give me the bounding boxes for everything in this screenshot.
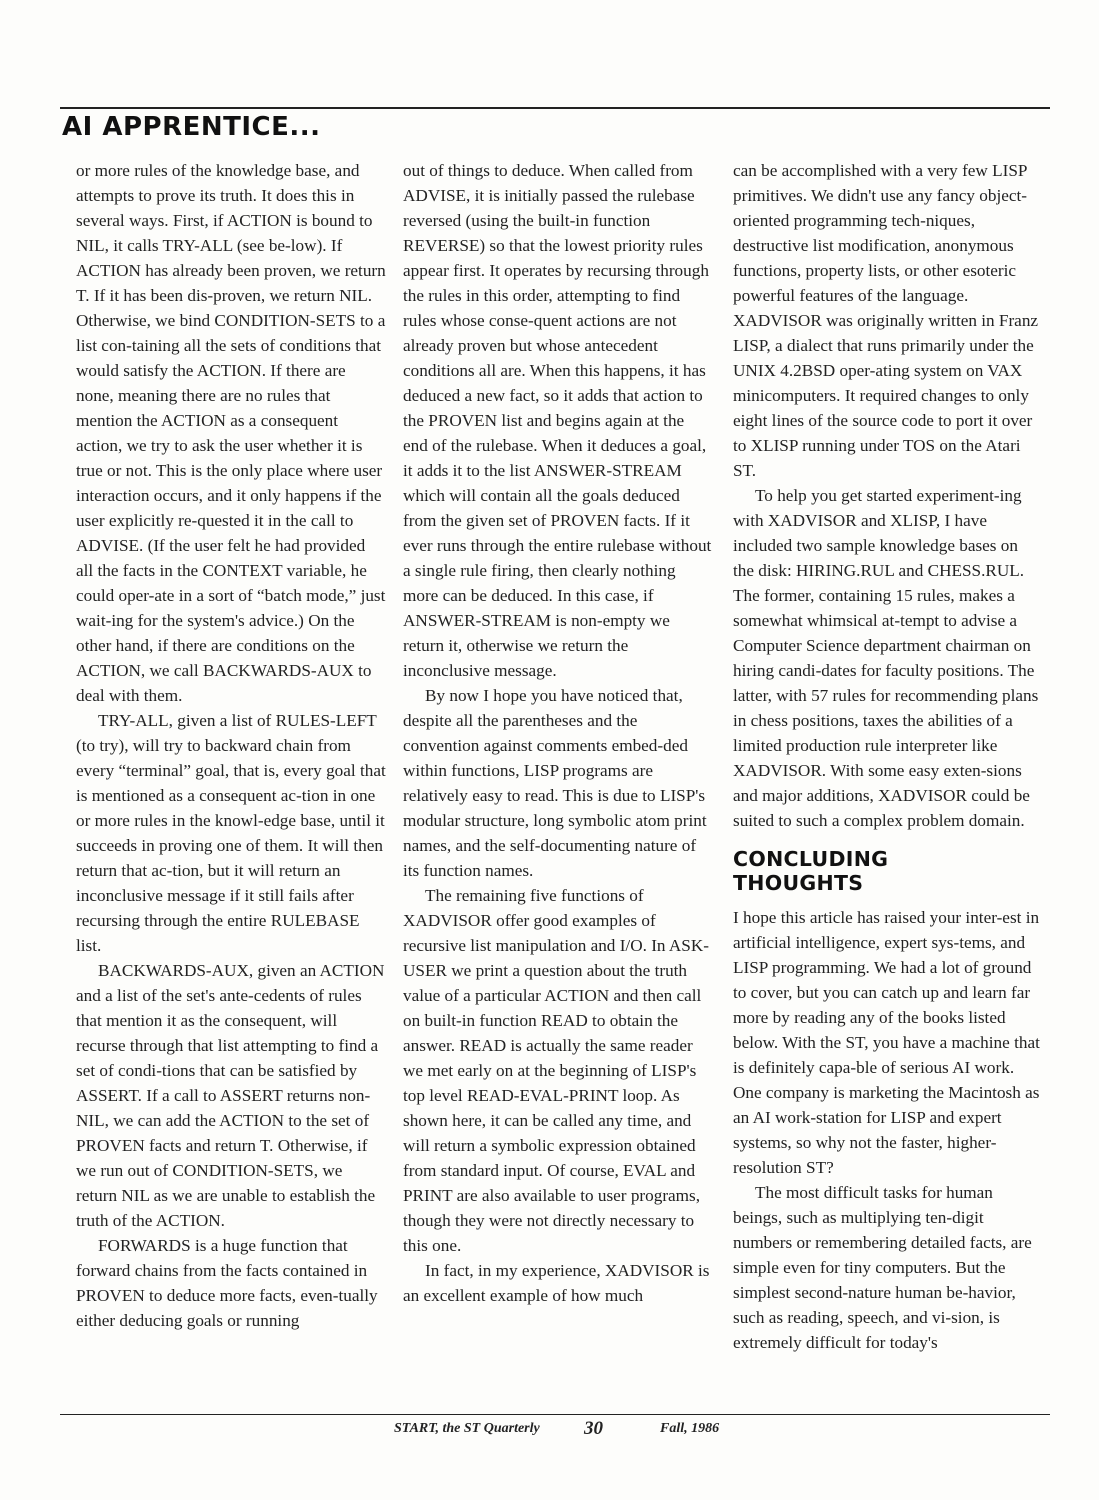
bottom-rule: [60, 1414, 1050, 1415]
section-heading: [733, 847, 1043, 895]
column-3: [733, 158, 1043, 1355]
paragraph: TRY-ALL, given a list of RULES-LEFT (to try), will try to backward chain from every “terminal” goal, that is, every goal that is mentioned as a consequent ac-tion in one or more rules in the knowl-edge base, until it succeeds in proving one of them. It will then return that ac-tion, but it will return an inconclusive message if it still fails after recursing through the entire RULEBASE list.: [76, 711, 386, 955]
paragraph: can be accomplished with a very few LISP primitives. We didn't use any fancy object-oriented programming tech-niques, destructive list modification, anonymous functions, property lists, or other esoteric powerful features of the language. XADVISOR was originally written in Franz LISP, a dialect that runs primarily under the UNIX 4.2BSD oper-ating system on VAX minicomputers. It required changes to only eight lines of the source code to port it over to XLISP running under TOS on the Atari ST.: [733, 161, 1039, 480]
page-footer: [0, 1419, 1099, 1443]
column-2: [403, 158, 713, 1308]
paragraph: I hope this article has raised your inter-est in artificial intelligence, expert sys-tems, and LISP programming. We had a lot of ground to cover, but you can catch up and learn far more by reading any of the books listed below. With the ST, you have a machine that is definitely capa-ble of serious AI work. One company is marketing the Macintosh as an AI work-station for LISP and expert systems, so why not the faster, higher-resolution ST?: [733, 908, 1040, 1177]
paragraph: In fact, in my experience, XADVISOR is an excellent example of how much: [403, 1261, 710, 1305]
top-rule: [60, 107, 1050, 109]
running-head: AI APPRENTICE...: [62, 112, 321, 142]
paragraph: By now I hope you have noticed that, despite all the parentheses and the convention against comments embed-ded within functions, LISP programs are relatively easy to read. This is due to LISP's modular structure, long symbolic atom print names, and the self-documenting nature of its function names.: [403, 686, 707, 880]
paragraph: out of things to deduce. When called from ADVISE, it is initially passed the rulebase reversed (using the built-in function REVERSE) so that the lowest priority rules appear first. It operates by recursing through the rules in this order, attempting to find rules whose conse-quent actions are not already proven but whose antecedent conditions all are. When this happens, it has deduced a new fact, so it adds that action to the PROVEN list and begins again at the end of the rulebase. When it deduces a goal, it adds it to the list ANSWER-STREAM which will contain all the goals deduced from the given set of PROVEN facts. If it ever runs through the entire rulebase without a single rule firing, then clearly nothing more can be deduced. In this case, if ANSWER-STREAM is non-empty we return it, otherwise we return the inconclusive message.: [403, 161, 712, 680]
paragraph: FORWARDS is a huge function that forward chains from the facts contained in PROVEN to deduce more facts, even-tually either deducing goals or running: [76, 1236, 378, 1330]
footer-page-number: 30: [584, 1418, 603, 1439]
footer-publication: START, the ST Quarterly: [394, 1421, 540, 1436]
section-heading-line: THOUGHTS: [733, 871, 864, 895]
paragraph: BACKWARDS-AUX, given an ACTION and a list of the set's ante-cedents of rules that mention it as the consequent, will recurse through that list attempting to find a set of condi-tions that can be satisfied by ASSERT. If a call to ASSERT returns non-NIL, we can add the ACTION to the set of PROVEN facts and return T. Otherwise, if we run out of CONDITION-SETS, we return NIL as we are unable to establish the truth of the ACTION.: [76, 961, 385, 1230]
paragraph: To help you get started experiment-ing with XADVISOR and XLISP, I have included two sample knowledge bases on the disk: HIRING.RUL and CHESS.RUL. The former, containing 15 rules, makes a somewhat whimsical at-tempt to advise a Computer Science department chairman on hiring candi-dates for faculty positions. The latter, with 57 rules for recommending plans in chess positions, taxes the abilities of a limited production rule interpreter like XADVISOR. With some easy exten-sions and major additions, XADVISOR could be suited to such a complex problem domain.: [733, 486, 1039, 830]
section-heading-line: CONCLUDING: [733, 847, 889, 871]
paragraph: The remaining five functions of XADVISOR offer good examples of recursive list manipulation and I/O. In ASK-USER we print a question about the truth value of a particular ACTION and then call on built-in function READ to obtain the answer. READ is actually the same reader we met early on at the beginning of LISP's top level READ-EVAL-PRINT loop. As shown here, it can be called any time, and will return a symbolic expression obtained from standard input. Of course, EVAL and PRINT are also available to user programs, though they were not directly necessary to this one.: [403, 886, 709, 1255]
footer-date: Fall, 1986: [660, 1421, 720, 1436]
paragraph: The most difficult tasks for human beings, such as multiplying ten-digit numbers or remembering detailed facts, are simple even for tiny computers. But the simplest second-nature human be-havior, such as reading, speech, and vi-sion, is extremely difficult for today's: [733, 1183, 1032, 1352]
column-1: [76, 158, 386, 1333]
paragraph: or more rules of the knowledge base, and attempts to prove its truth. It does this in several ways. First, if ACTION is bound to NIL, it calls TRY-ALL (see be-low). If ACTION has already been proven, we return T. If it has been dis-proven, we return NIL. Otherwise, we bind CONDITION-SETS to a list con-taining all the sets of conditions that would satisfy the ACTION. If there are none, meaning there are no rules that mention the ACTION as a consequent action, we try to ask the user whether it is true or not. This is the only place where user interaction occurs, and it only happens if the user explicitly re-quested it in the call to ADVISE. (If the user felt he had provided all the facts in the CONTEXT variable, he could oper-ate in a sort of “batch mode,” just wait-ing for the system's advice.) On the other hand, if there are conditions on the ACTION, we call BACKWARDS-AUX to deal with them.: [76, 161, 386, 705]
